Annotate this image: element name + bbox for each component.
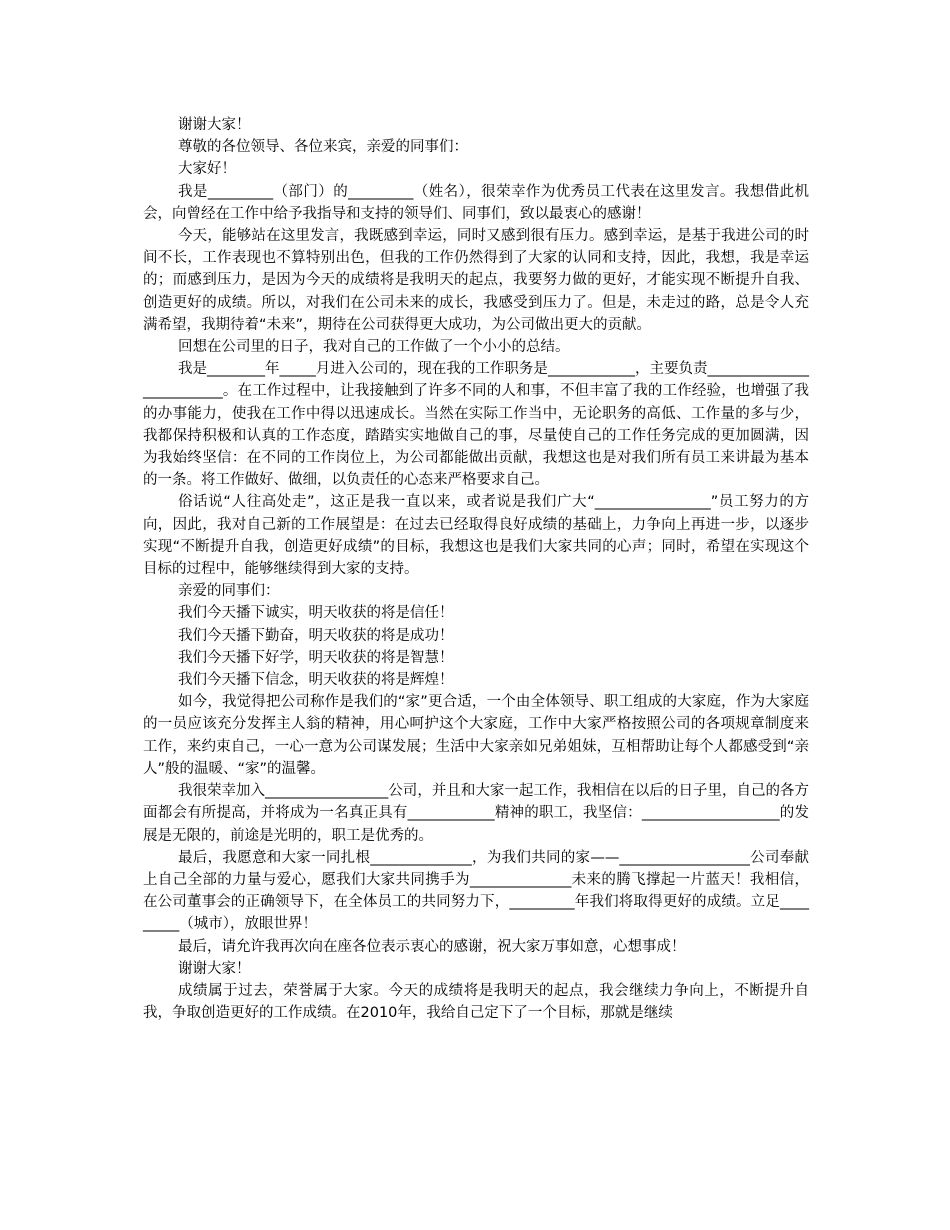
paragraph-thanks-again: 谢谢大家！ xyxy=(178,960,251,977)
paragraph-closing-thanks: 谢谢大家！ xyxy=(178,117,251,133)
paragraph-salutation: 尊敬的各位领导、各位来宾，亲爱的同事们： xyxy=(178,139,468,156)
paragraph-company-as-home: 如今，我觉得把公司称作是我们的“家”更合适，一个由全体领导、职工组成的大家庭，作为大家庭的一员应该充分发挥主人翁的精神，用心呵护这个大家庭，工作中大家严格按照公司的各项规章制度来工作，来约束自己，一心一意为公司谋发展；生活中大家亲如兄弟姐妹，互相帮助让每个人都感受到“亲人”般的温暖、“家”的温馨。 xyxy=(143,694,809,777)
paragraph-final-thanks: 最后，请允许我再次向在座各位表示衷心的感谢，祝大家万事如意，心想事成！ xyxy=(178,938,686,955)
paragraph-introduction: 我是_________（部门）的_________（姓名），很荣幸作为优秀员工代表在这里发言。我想借此机会，向曾经在工作中给予我指导和支持的领导们、同事们，致以最衷心的感谢！ xyxy=(143,183,809,222)
paragraph-summary-intro: 回想在公司里的日子，我对自己的工作做了一个小小的总结。 xyxy=(178,339,570,356)
paragraph-motto-learning: 我们今天播下好学，明天收获的将是智慧！ xyxy=(178,649,454,666)
paragraph-motto-belief: 我们今天播下信念，明天收获的将是辉煌！ xyxy=(178,672,454,689)
paragraph-greeting: 大家好！ xyxy=(178,161,236,178)
paragraph-work-summary: 我是________年_____月进入公司的，现在我的工作职务是____________，主要负责_________________________。在工作过程中，让我接触到了许多不同的人和事，不但丰富了我的工作经验，也增强了我的办事能力，使我在工作中得以迅速成长。当然在实际工作当中，无论职务的高低、工作量的多与少，我都保持积极和认真的工作态度，踏踏实实地做自己的事，尽量使自己的工作任务完成的更加圆满，因为我始终坚信：在不同的工作岗位上，为公司都能做出贡献，我想这也是对我们所有员工来讲最为基本的一条。将工作做好、做细，以负责任的心态来严格要求自己。 xyxy=(143,361,809,489)
paragraph-joining-company: 我很荣幸加入_________________公司，并且和大家一起工作，我相信在以后的日子里，自己的各方面都会有所提高，并将成为一名真正具有____________精神的职工，我坚信：___________________的发展是无限的，前途是光明的，职工是优秀的。 xyxy=(143,783,809,844)
paragraph-motto-diligence: 我们今天播下勤奋，明天收获的将是成功！ xyxy=(178,627,454,644)
paragraph-motto-honesty: 我们今天播下诚实，明天收获的将是信任！ xyxy=(178,605,454,622)
paragraph-fortune-and-pressure: 今天，能够站在这里发言，我既感到幸运，同时又感到很有压力。感到幸运，是基于我进公司的时间不长，工作表现也不算特别出色，但我的工作仍然得到了大家的认同和支持，因此，我想，我是幸运的；而感到压力，是因为今天的成绩将是我明天的起点，我要努力做的更好，才能实现不断提升自我、创造更好的成绩。所以，对我们在公司未来的成长，我感受到压力了。但是，未走过的路，总是令人充满希望，我期待着“未来”，期待在公司获得更大成功，为公司做出更大的贡献。 xyxy=(143,228,809,333)
paragraph-work-outlook: 俗话说“人往高处走”，这正是我一直以来，或者说是我们广大“________________”员工努力的方向，因此，我对自己新的工作展望是：在过去已经取得良好成绩的基础上，力争向上再进一步，以逐步实现“不断提升自我，创造更好成绩”的目标，我想这也是我们大家共同的心声；同时，希望在实现这个目标的过程中，能够继续得到大家的支持。 xyxy=(143,494,809,578)
paragraph-colleagues-address: 亲爱的同事们： xyxy=(178,583,280,600)
paragraph-achievement-goal: 成绩属于过去，荣誉属于大家。今天的成绩将是我明天的起点，我会继续力争向上，不断提升自我，争取创造更好的工作成绩。在2010年，我给自己定下了一个目标，那就是继续 xyxy=(143,982,809,1022)
speech-body xyxy=(143,114,809,1024)
paragraph-final-wish: 最后，我愿意和大家一同扎根______________，为我们共同的家——__________________公司奉献上自己全部的力量与爱心，愿我们大家共同携手为______________未来的腾飞撑起一片蓝天！我相信，在公司董事会的正确领导下，在全体员工的共同努力下，_________年我们将取得更好的成绩。立足_________（城市），放眼世界！ xyxy=(143,849,809,933)
